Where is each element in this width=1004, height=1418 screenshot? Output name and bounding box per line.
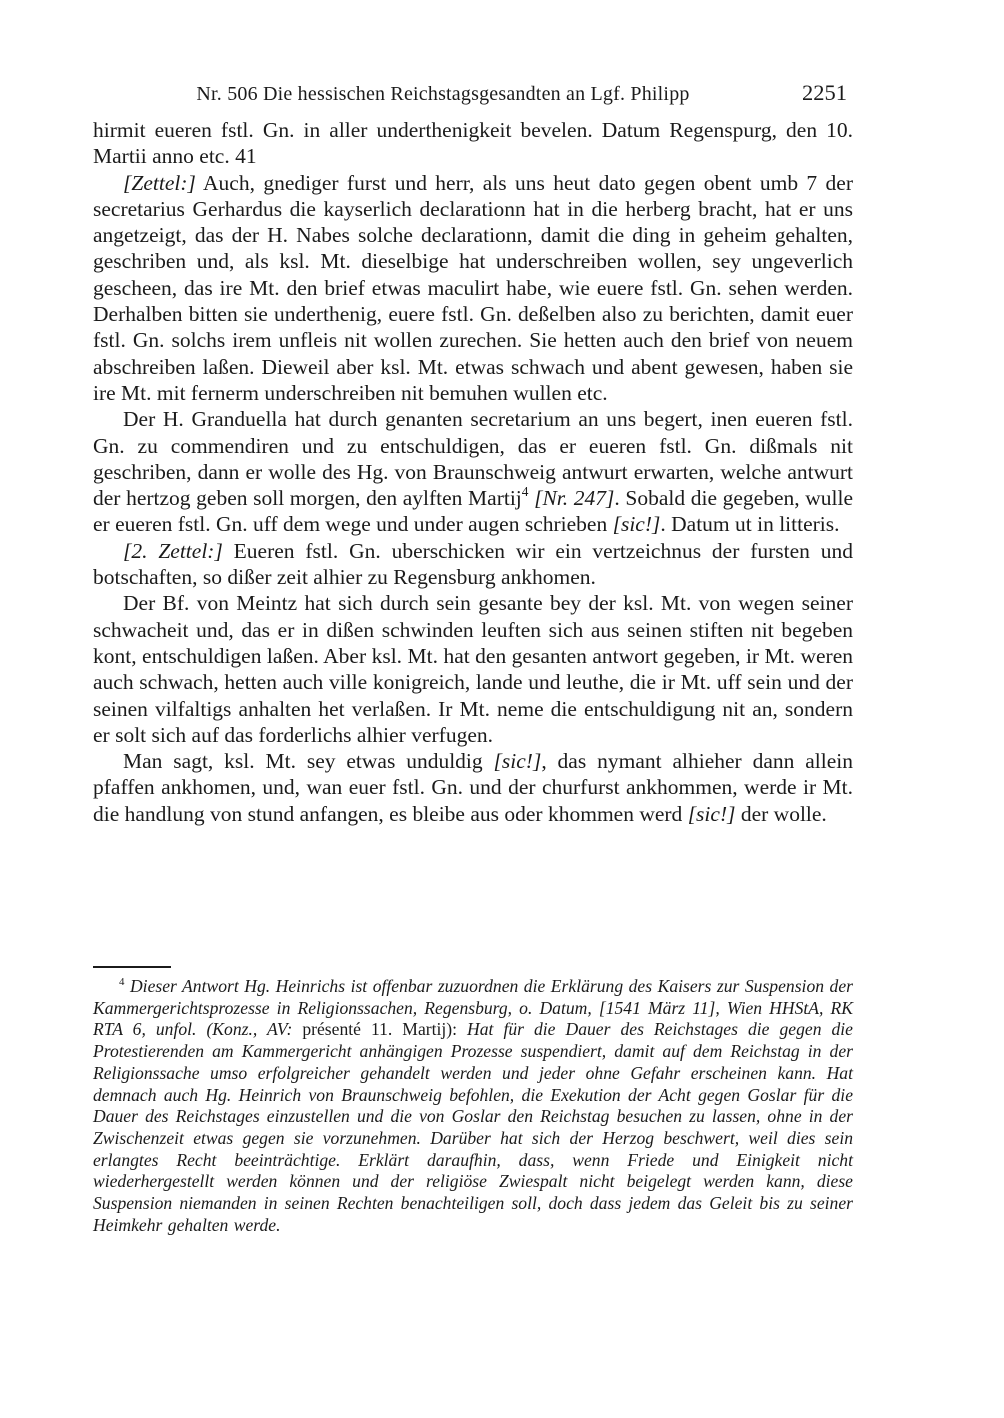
footnote-reference-marker: 4 xyxy=(521,484,529,500)
text-segment: hirmit eueren fstl. Gn. in aller underthenigkeit bevelen. Datum Regenspurg, den 10. Martii anno etc. 41 xyxy=(93,118,853,169)
text-segment: . Sobald die gegeben, wulle er eueren fstl. Gn. uff dem wege und under augen schrieben xyxy=(93,486,853,537)
text-segment: Der H. Granduella hat durch genanten secretarium an uns begert, inen eueren fstl. Gn. zu commendiren und zu entschuldigen, das er eueren fstl. Gn. dißmals nit geschriben, dann er wolle des Hg. von Braunschweig antwurt erwarten, welche antwurt der hertzog geben soll morgen, den aylften Martij xyxy=(93,407,853,511)
text-segment: Eueren fstl. Gn. uberschicken wir ein vertzeichnus der fursten und botschaften, so dißer zeit alhier zu Regensburg ankhomen. xyxy=(93,538,853,590)
text-segment: Auch, gnediger furst und herr, als uns heut dato gegen obent umb 7 der secretarius Gerhardus die kayserlich declarationn hat in die herberg bracht, hat er uns angetzeigt, das der H. Nabes solche declarationn, damit die ding in geheim gehalten, geschriben und, als ksl. Mt. dieselbige hat underschreiben wollen, sey ungeverlich gescheen, das ire Mt. den brief etwas maculirt habe, wie euere fstl. Gn. sehen werden. Derhalben bitten sie underthenig, euere fstl. Gn. deßelben also zu berichten, damit euer fstl. Gn. solchs irem unfleis nit wollen zurechen. Sie hetten auch den brief von neuem abschreiben laßen. Dieweil aber ksl. Mt. etwas schwach und abent gewesen, haben sie ire Mt. mit fernerm underschreiben nit bemuhen wullen etc. xyxy=(93,170,853,405)
text-segment: [sic!] xyxy=(493,749,542,774)
text-segment: , das nymant alhieher dann allein pfaffen ankhomen, und, wan euer fstl. Gn. und der churfurst ankhommen, werde ir Mt. die handlung von stund anfangen, es bleibe aus oder khommen werd xyxy=(93,749,853,826)
text-segment: Man sagt, ksl. Mt. sey etwas unduldig xyxy=(123,749,494,774)
footnote-separator xyxy=(93,966,171,968)
footnote-paragraph xyxy=(93,976,853,1236)
body-paragraph xyxy=(93,590,853,748)
text-segment: [sic!] xyxy=(687,801,736,826)
footnote-block xyxy=(93,976,853,1236)
body-paragraph xyxy=(93,406,853,537)
header-title: Nr. 506 Die hessischen Reichstagsgesandten an Lgf. Philipp xyxy=(196,83,690,105)
text-segment: [Zettel:] xyxy=(123,170,196,195)
text-segment: [2. Zettel:] xyxy=(123,538,223,563)
text-segment: Hat für die Dauer des Reichstages die gegen die Protestierenden am Kammergericht anhängigen Prozesse suspendiert, damit auf dem Reichstag in der Religionssache umso erfolgreicher gehandelt werden und jeder ohne Gefahr erscheinen kann. Hat demnach auch Hg. Heinrich von Braunschweig befohlen, die Exekution der Acht gegen Goslar für die Dauer des Reichstages einzustellen und die von Goslar den Reichstag besuchen zu lassen, ohne in der Zwischenzeit etwas gegen sie vorzunehmen. Darüber hat sich der Herzog beschwert, weil dies sein erlangtes Recht beeinträchtige. Erklärt daraufhin, dass, wenn Friede und Einigkeit nicht wiederhergestellt werden können und der religiöse Zwiespalt nicht beigelegt werden kann, diese Suspension niemanden in seinen Rechten benachteiligen soll, doch dass jedem das Geleit bis zu seiner Heimkehr gehalten werde. xyxy=(93,1019,853,1235)
text-segment: présenté 11. Martij): xyxy=(292,1019,468,1040)
body-paragraph xyxy=(93,170,853,407)
text-segment: der wolle. xyxy=(735,801,827,826)
text-segment: . Datum ut in litteris. xyxy=(660,512,840,537)
body-paragraph xyxy=(93,538,853,591)
main-text-block xyxy=(93,117,853,827)
text-segment: [Nr. 247] xyxy=(534,486,615,511)
body-paragraph xyxy=(93,117,853,170)
body-paragraph xyxy=(93,748,853,827)
page-number: 2251 xyxy=(802,80,847,105)
text-segment: Der Bf. von Meintz hat sich durch sein gesante bey der ksl. Mt. von wegen seiner schwacheit und, das er in dißen schwinden leuften sich aus seinen stiften nit begeben kont, entschuldigen laßen. Aber ksl. Mt. hat den gesanten antwort gegeben, ir Mt. weren auch schwach, hetten auch ville konigreich, lande und leuthe, die ir Mt. uff sein und der seinen vilfaltigs anhalten het verlaßen. Ir Mt. neme die entschuldigung nit an, sondern er solt sich auf das forderlichs alhier verfugen. xyxy=(93,591,853,747)
text-segment: Dieser Antwort Hg. Heinrichs ist offenbar zuzuordnen die Erklärung des Kaisers zur Suspension der Kammergerichtsprozesse in Religionssachen, Regensburg, o. Datum, [1541 März 11], Wien HHStA, RK RTA 6, unfol. (Konz., AV: xyxy=(93,976,853,1040)
footnote-reference-marker: 4 xyxy=(119,975,125,988)
text-segment: [sic!] xyxy=(612,512,661,537)
running-header xyxy=(93,82,853,108)
